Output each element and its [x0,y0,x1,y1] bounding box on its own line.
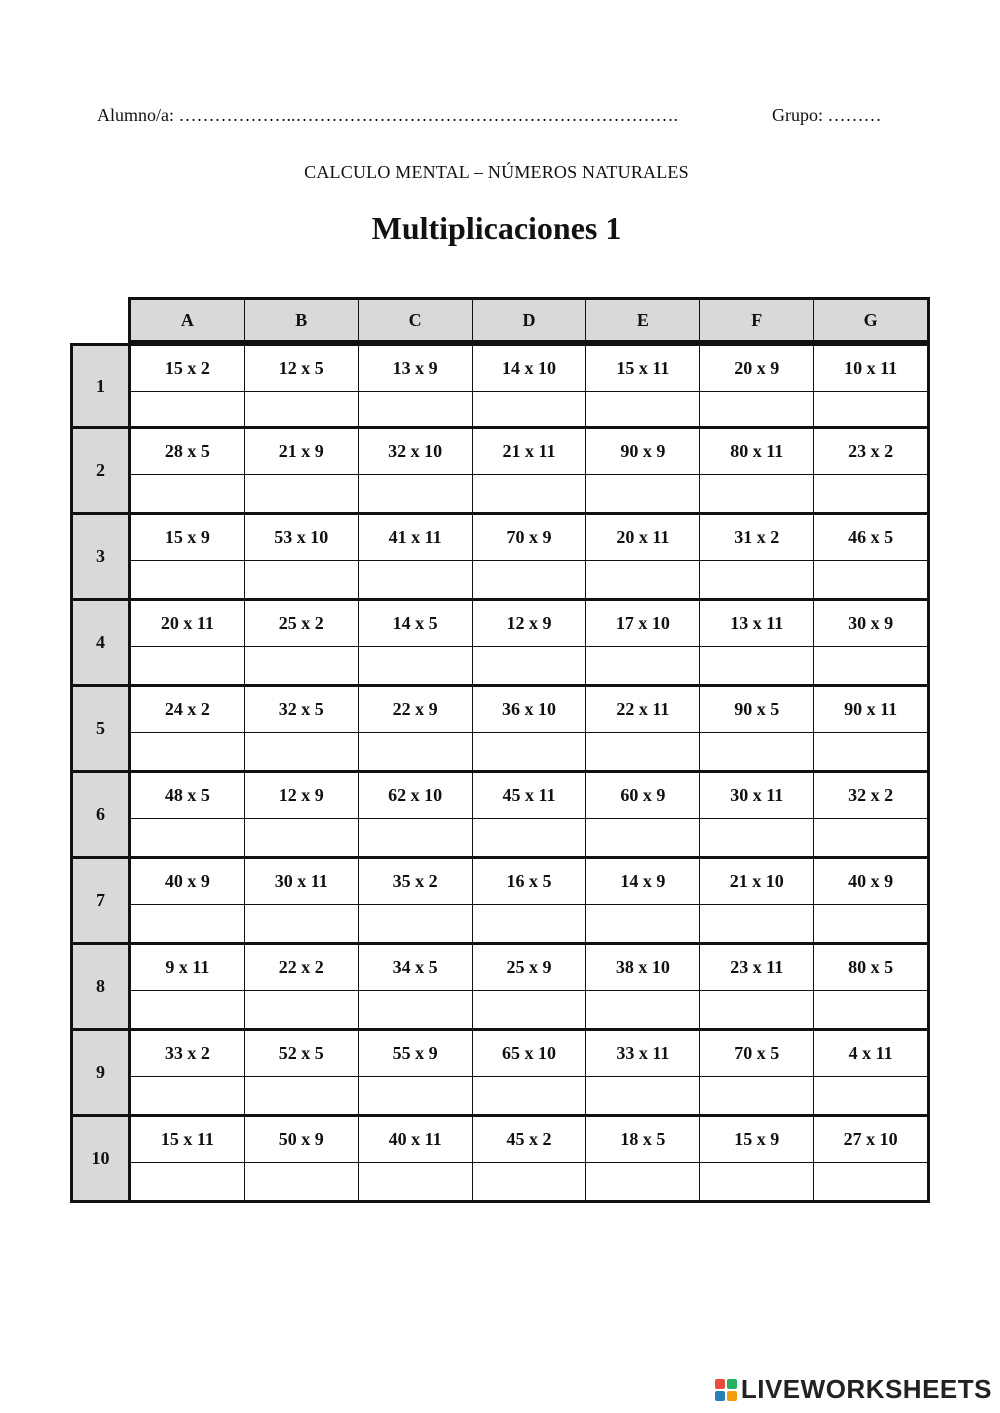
exercise-cell [814,1031,927,1114]
logo-square [727,1391,737,1401]
exercise-cell [814,945,927,1028]
row-cells [131,346,927,426]
answer-input[interactable] [245,1077,358,1114]
row-header: 7 [73,859,131,942]
row-cells [131,945,927,1028]
exercise-cell [586,429,700,512]
exercise-cell [586,1117,700,1200]
logo-square [727,1379,737,1389]
table-row [70,1117,930,1203]
answer-input[interactable] [245,392,358,426]
exercise-cell [473,859,587,942]
row-cells [131,687,927,770]
multiplication-problem: 23 x 2 [814,429,927,475]
row-header: 2 [73,429,131,512]
multiplication-problem: 12 x 5 [245,346,358,392]
exercise-cell [814,601,927,684]
row-header: 10 [73,1117,131,1200]
exercise-cell [359,859,473,942]
multiplication-problem: 70 x 9 [473,515,586,561]
multiplication-problem: 21 x 9 [245,429,358,475]
multiplication-problem: 16 x 5 [473,859,586,905]
answer-input[interactable] [586,1077,699,1114]
multiplication-problem: 41 x 11 [359,515,472,561]
exercise-cell [473,346,587,426]
answer-input[interactable] [359,819,472,856]
multiplication-problem: 15 x 9 [700,1117,813,1163]
multiplication-problem: 13 x 11 [700,601,813,647]
multiplication-problem: 15 x 11 [586,346,699,392]
exercise-cell [359,1117,473,1200]
answer-input[interactable] [814,991,927,1028]
logo-square [715,1379,725,1389]
answer-input[interactable] [131,819,244,856]
multiplication-problem: 4 x 11 [814,1031,927,1077]
multiplication-problem: 52 x 5 [245,1031,358,1077]
multiplication-problem: 20 x 11 [586,515,699,561]
multiplication-problem: 14 x 10 [473,346,586,392]
multiplication-problem: 21 x 10 [700,859,813,905]
multiplication-problem: 34 x 5 [359,945,472,991]
answer-input[interactable] [131,561,244,598]
multiplication-problem: 90 x 5 [700,687,813,733]
answer-input[interactable] [359,991,472,1028]
multiplication-problem: 27 x 10 [814,1117,927,1163]
exercise-cell [473,1031,587,1114]
multiplication-problem: 21 x 11 [473,429,586,475]
multiplication-problem: 17 x 10 [586,601,699,647]
column-header-e: E [586,300,700,340]
multiplication-problem: 20 x 11 [131,601,244,647]
row-header: 6 [73,773,131,856]
column-header-d: D [473,300,587,340]
exercise-cell [586,687,700,770]
table-row [70,343,930,429]
answer-input[interactable] [586,1163,699,1200]
liveworksheets-logo-icon [715,1379,737,1401]
answer-input[interactable] [814,1163,927,1200]
table-row [70,687,930,773]
multiplication-problem: 14 x 5 [359,601,472,647]
multiplication-problem: 70 x 5 [700,1031,813,1077]
answer-input[interactable] [700,1077,813,1114]
row-cells [131,515,927,598]
answer-input[interactable] [586,991,699,1028]
multiplication-problem: 25 x 2 [245,601,358,647]
answer-input[interactable] [131,475,244,512]
multiplication-problem: 10 x 11 [814,346,927,392]
row-cells [131,601,927,684]
column-header-row [128,297,930,343]
multiplication-problem: 36 x 10 [473,687,586,733]
exercise-cell [131,945,245,1028]
multiplication-problem: 40 x 11 [359,1117,472,1163]
multiplication-problem: 31 x 2 [700,515,813,561]
multiplication-problem: 62 x 10 [359,773,472,819]
answer-input[interactable] [700,733,813,770]
answer-input[interactable] [700,905,813,942]
table-row [70,515,930,601]
answer-input[interactable] [359,1077,472,1114]
multiplication-problem: 33 x 11 [586,1031,699,1077]
exercise-cell [131,773,245,856]
table-row [70,429,930,515]
row-cells [131,429,927,512]
answer-input[interactable] [700,392,813,426]
multiplication-problem: 90 x 9 [586,429,699,475]
answer-input[interactable] [131,733,244,770]
exercise-cell [131,601,245,684]
exercise-cell [586,1031,700,1114]
answer-input[interactable] [245,647,358,684]
answer-input[interactable] [586,905,699,942]
exercise-cell [359,687,473,770]
exercise-cell [586,346,700,426]
multiplication-problem: 45 x 2 [473,1117,586,1163]
answer-input[interactable] [359,561,472,598]
exercise-cell [473,773,587,856]
exercise-cell [131,1117,245,1200]
exercise-cell [814,773,927,856]
exercise-cell [245,859,359,942]
exercise-cell [586,601,700,684]
multiplication-problem: 30 x 11 [700,773,813,819]
multiplication-problem: 35 x 2 [359,859,472,905]
exercise-cell [586,859,700,942]
answer-input[interactable] [359,475,472,512]
exercise-cell [586,945,700,1028]
answer-input[interactable] [131,905,244,942]
student-header [97,105,897,126]
answer-input[interactable] [473,475,586,512]
answer-input[interactable] [245,733,358,770]
exercise-cell [700,601,814,684]
multiplication-problem: 33 x 2 [131,1031,244,1077]
exercise-cell [814,346,927,426]
multiplication-problem: 40 x 9 [131,859,244,905]
answer-input[interactable] [359,733,472,770]
exercise-cell [245,601,359,684]
answer-input[interactable] [473,905,586,942]
row-cells [131,1031,927,1114]
exercise-cell [131,859,245,942]
row-cells [131,1117,927,1200]
answer-input[interactable] [473,647,586,684]
multiplication-problem: 22 x 11 [586,687,699,733]
answer-input[interactable] [814,475,927,512]
answer-input[interactable] [814,1077,927,1114]
answer-input[interactable] [700,819,813,856]
answer-input[interactable] [700,647,813,684]
answer-input[interactable] [814,392,927,426]
exercise-cell [473,429,587,512]
exercise-cell [245,515,359,598]
multiplication-problem: 15 x 9 [131,515,244,561]
multiplication-problem: 55 x 9 [359,1031,472,1077]
worksheet-subtitle: CALCULO MENTAL – NÚMEROS NATURALES [304,162,689,182]
multiplication-problem: 80 x 11 [700,429,813,475]
answer-input[interactable] [131,647,244,684]
answer-input[interactable] [359,647,472,684]
student-name-label: Alumno/a: ………………..………………………………………………………. [97,105,678,125]
answer-input[interactable] [586,647,699,684]
exercise-cell [473,1117,587,1200]
exercise-cell [700,346,814,426]
row-cells [131,859,927,942]
exercise-cell [700,1117,814,1200]
answer-input[interactable] [814,905,927,942]
multiplication-problem: 48 x 5 [131,773,244,819]
table-row [70,773,930,859]
exercise-cell [359,1031,473,1114]
worksheet-title: Multiplicaciones 1 [371,210,622,246]
row-header: 5 [73,687,131,770]
liveworksheets-brand [715,1374,992,1405]
multiplication-problem: 32 x 2 [814,773,927,819]
multiplication-problem: 20 x 9 [700,346,813,392]
table-row [70,1031,930,1117]
column-header-a: A [131,300,245,340]
answer-input[interactable] [473,392,586,426]
exercise-cell [700,687,814,770]
answer-input[interactable] [473,1077,586,1114]
answer-input[interactable] [131,1077,244,1114]
multiplication-problem: 46 x 5 [814,515,927,561]
exercise-cell [245,945,359,1028]
multiplication-problem: 53 x 10 [245,515,358,561]
multiplication-problem: 15 x 11 [131,1117,244,1163]
multiplication-problem: 12 x 9 [473,601,586,647]
answer-input[interactable] [814,819,927,856]
exercise-cell [814,515,927,598]
answer-input[interactable] [359,1163,472,1200]
multiplication-problem: 28 x 5 [131,429,244,475]
answer-input[interactable] [245,475,358,512]
exercise-cell [473,515,587,598]
multiplication-problem: 65 x 10 [473,1031,586,1077]
exercise-cell [359,601,473,684]
answer-input[interactable] [245,1163,358,1200]
exercise-cell [131,687,245,770]
exercise-cell [359,346,473,426]
multiplication-problem: 24 x 2 [131,687,244,733]
exercise-cell [814,429,927,512]
row-header: 1 [73,346,131,426]
answer-input[interactable] [586,475,699,512]
answer-input[interactable] [245,905,358,942]
multiplication-problem: 18 x 5 [586,1117,699,1163]
exercise-cell [586,515,700,598]
answer-input[interactable] [473,1163,586,1200]
multiplication-problem: 32 x 5 [245,687,358,733]
multiplication-problem: 32 x 10 [359,429,472,475]
table-row [70,945,930,1031]
multiplication-problem: 30 x 9 [814,601,927,647]
answer-input[interactable] [586,561,699,598]
answer-input[interactable] [473,991,586,1028]
exercise-cell [814,859,927,942]
multiplication-problem: 90 x 11 [814,687,927,733]
exercise-cell [473,687,587,770]
multiplication-problem: 23 x 11 [700,945,813,991]
row-cells [131,773,927,856]
multiplication-problem: 14 x 9 [586,859,699,905]
multiplication-problem: 38 x 10 [586,945,699,991]
answer-input[interactable] [700,991,813,1028]
group-label: Grupo: ……… [772,105,882,125]
answer-input[interactable] [473,733,586,770]
answer-input[interactable] [586,819,699,856]
answer-input[interactable] [586,733,699,770]
exercise-cell [245,346,359,426]
row-header: 3 [73,515,131,598]
answer-input[interactable] [700,1163,813,1200]
answer-input[interactable] [359,905,472,942]
answer-input[interactable] [700,561,813,598]
answer-input[interactable] [700,475,813,512]
exercise-cell [700,429,814,512]
multiplication-problem: 13 x 9 [359,346,472,392]
multiplication-problem: 50 x 9 [245,1117,358,1163]
exercise-cell [700,859,814,942]
multiplication-problem: 25 x 9 [473,945,586,991]
exercise-cell [814,1117,927,1200]
table-row [70,859,930,945]
column-header-g: G [863,309,878,330]
answer-input[interactable] [245,991,358,1028]
exercise-cell [245,1031,359,1114]
exercise-cell [131,429,245,512]
answer-input[interactable] [814,733,927,770]
exercise-cell [586,773,700,856]
answer-input[interactable] [131,991,244,1028]
row-header: 4 [73,601,131,684]
multiplication-problem: 9 x 11 [131,945,244,991]
exercise-cell [245,773,359,856]
answer-input[interactable] [814,647,927,684]
multiplication-problem: 12 x 9 [245,773,358,819]
exercise-cell [700,515,814,598]
answer-input[interactable] [586,392,699,426]
answer-input[interactable] [245,561,358,598]
exercise-cell [359,773,473,856]
exercise-cell [359,429,473,512]
exercise-cell [245,1117,359,1200]
row-header: 9 [73,1031,131,1114]
table-row [70,601,930,687]
column-header-f: F [700,300,814,340]
multiplication-problem: 80 x 5 [814,945,927,991]
brand-name: LIVEWORKSHEETS [740,1374,992,1404]
exercise-cell [131,1031,245,1114]
exercise-cell [814,687,927,770]
column-header-c: C [359,300,473,340]
logo-square [715,1391,725,1401]
multiplication-problem: 30 x 11 [245,859,358,905]
answer-input[interactable] [814,561,927,598]
exercise-cell [473,601,587,684]
multiplication-problem: 40 x 9 [814,859,927,905]
answer-input[interactable] [473,819,586,856]
answer-input[interactable] [359,392,472,426]
exercise-cell [700,773,814,856]
answer-input[interactable] [131,392,244,426]
exercise-cell [131,346,245,426]
multiplication-problem: 60 x 9 [586,773,699,819]
exercise-cell [700,1031,814,1114]
exercise-cell [700,945,814,1028]
exercise-cell [473,945,587,1028]
multiplication-problem: 15 x 2 [131,346,244,392]
answer-input[interactable] [473,561,586,598]
multiplication-problem: 22 x 2 [245,945,358,991]
exercise-cell [359,515,473,598]
exercise-cell [359,945,473,1028]
multiplication-problem: 22 x 9 [359,687,472,733]
row-header: 8 [73,945,131,1028]
exercise-grid [70,343,930,1203]
column-header-b: B [245,300,359,340]
exercise-cell [131,515,245,598]
answer-input[interactable] [245,819,358,856]
answer-input[interactable] [131,1163,244,1200]
multiplication-problem: 45 x 11 [473,773,586,819]
exercise-cell [245,429,359,512]
exercise-cell [245,687,359,770]
